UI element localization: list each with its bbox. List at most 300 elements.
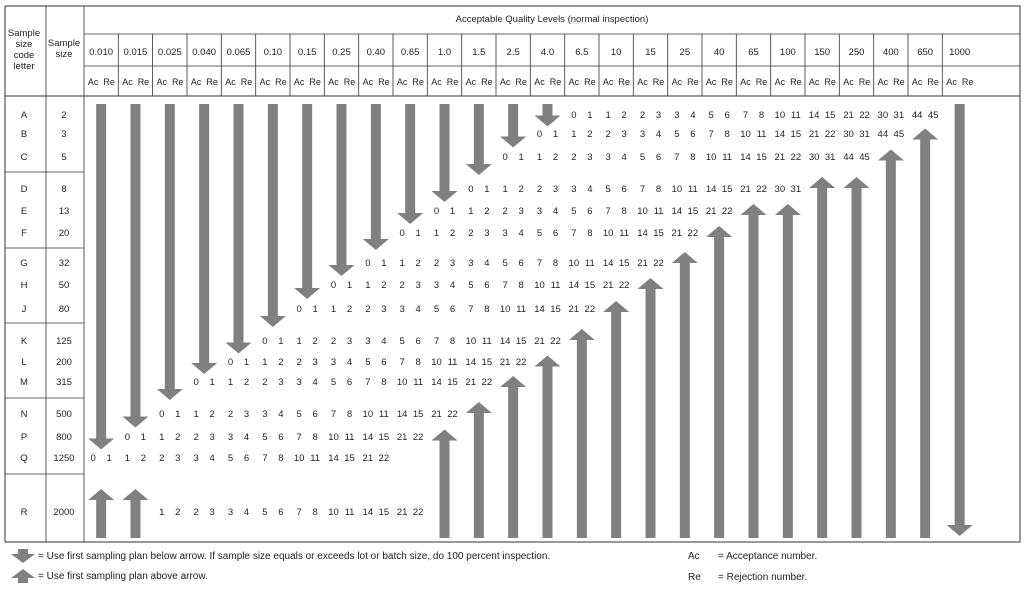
- ac-value: 7: [330, 409, 337, 420]
- ac-value: 7: [742, 110, 749, 121]
- re-value: 11: [516, 304, 527, 315]
- ac-value: 5: [674, 129, 680, 140]
- ac-value: 21: [499, 357, 511, 368]
- re-value: 4: [690, 110, 696, 121]
- re-value: 4: [312, 377, 318, 388]
- re-value: 22: [515, 357, 527, 368]
- legend-re-label: Re: [688, 572, 701, 583]
- ac-value: 5: [639, 152, 646, 163]
- re-value: 4: [209, 453, 215, 464]
- aql-level-label: 6.5: [575, 47, 589, 58]
- re-value: 8: [415, 357, 421, 368]
- down-arrow: [397, 104, 423, 224]
- re-value: 31: [790, 184, 802, 195]
- ac-value: 7: [262, 453, 268, 464]
- ac-value: 21: [396, 432, 408, 443]
- re-header: Re: [618, 77, 630, 87]
- re-value: 22: [412, 432, 424, 443]
- re-value: 1: [312, 304, 318, 315]
- ac-value: 14: [362, 432, 374, 443]
- ac-value: 10: [328, 507, 339, 518]
- re-value: 3: [209, 432, 215, 443]
- re-header: Re: [378, 77, 390, 87]
- down-arrow: [260, 104, 286, 327]
- re-value: 1: [346, 280, 353, 291]
- re-value: 2: [621, 110, 627, 121]
- re-value: 8: [690, 152, 696, 163]
- re-header: Re: [103, 77, 115, 87]
- re-value: 22: [756, 184, 767, 195]
- re-value: 15: [584, 280, 596, 291]
- aql-title: Acceptable Quality Levels (normal inspection): [455, 14, 649, 25]
- ac-value: 2: [433, 258, 440, 269]
- re-value: 1: [209, 377, 215, 388]
- ac-value: 21: [808, 129, 820, 140]
- ac-value: 0: [90, 453, 96, 464]
- down-arrow: [500, 104, 526, 148]
- re-value: 8: [278, 453, 284, 464]
- ac-value: 5: [296, 409, 302, 420]
- code-letter: N: [20, 409, 28, 420]
- ac-value: 0: [159, 409, 165, 420]
- ac-value: 3: [365, 336, 371, 347]
- ac-value: 3: [468, 258, 474, 269]
- ac-value: 7: [399, 357, 405, 368]
- sample-size: 80: [58, 304, 70, 315]
- sample-size: 200: [56, 357, 72, 368]
- ac-value: 0: [227, 357, 234, 368]
- ac-value: 3: [571, 184, 577, 195]
- ac-header: Ac: [156, 77, 168, 87]
- re-value: 31: [859, 129, 870, 140]
- re-value: 1: [484, 184, 490, 195]
- code-letter: F: [21, 228, 27, 239]
- re-value: 11: [619, 228, 630, 239]
- re-value: 6: [381, 357, 387, 368]
- aql-level-label: 250: [848, 47, 865, 58]
- ac-value: 2: [399, 280, 405, 291]
- re-value: 15: [687, 206, 699, 217]
- ac-header: Ac: [499, 77, 511, 87]
- aql-level-label: 100: [779, 47, 796, 58]
- ac-value: 0: [262, 336, 268, 347]
- ac-value: 0: [536, 129, 543, 140]
- ac-value: 1: [605, 110, 611, 121]
- down-arrow: [363, 104, 389, 250]
- ac-value: 5: [399, 336, 405, 347]
- re-value: 3: [312, 357, 318, 368]
- re-header: Re: [172, 77, 184, 87]
- re-value: 4: [346, 357, 353, 368]
- ac-value: 14: [362, 507, 374, 518]
- re-value: 4: [243, 507, 250, 518]
- aql-level-label: 0.65: [400, 47, 420, 58]
- aql-level-label: 0.025: [157, 47, 182, 58]
- re-header: Re: [309, 77, 321, 87]
- down-arrow: [466, 104, 492, 175]
- re-value: 3: [278, 377, 284, 388]
- ac-value: 30: [808, 152, 820, 163]
- ac-value: 3: [227, 432, 234, 443]
- down-arrow: [294, 104, 320, 299]
- re-value: 6: [655, 152, 662, 163]
- ac-header: Ac: [87, 77, 99, 87]
- ac-header: Ac: [671, 77, 683, 87]
- ac-value: 5: [468, 280, 474, 291]
- re-value: 6: [621, 184, 627, 195]
- ac-value: 3: [227, 507, 234, 518]
- re-value: 6: [690, 129, 696, 140]
- ac-value: 7: [468, 304, 474, 315]
- code-letter: M: [20, 377, 28, 388]
- ac-value: 2: [502, 206, 508, 217]
- re-value: 45: [893, 129, 905, 140]
- ac-value: 21: [602, 280, 614, 291]
- re-value: 2: [175, 432, 181, 443]
- legend-re-text: = Rejection number.: [718, 572, 808, 583]
- re-value: 22: [824, 129, 836, 140]
- ac-value: 14: [774, 129, 786, 140]
- ac-value: 10: [362, 409, 374, 420]
- code-letter: L: [21, 357, 27, 368]
- re-value: 2: [415, 258, 421, 269]
- re-value: 22: [378, 453, 390, 464]
- re-value: 2: [381, 280, 387, 291]
- re-value: 15: [378, 432, 390, 443]
- re-header: Re: [240, 77, 253, 87]
- ac-value: 7: [571, 228, 577, 239]
- re-value: 3: [518, 206, 524, 217]
- up-arrow: [775, 204, 801, 538]
- re-value: 2: [587, 129, 593, 140]
- re-value: 3: [621, 129, 627, 140]
- re-value: 8: [552, 258, 559, 269]
- re-header: Re: [343, 77, 356, 87]
- ac-value: 10: [431, 357, 442, 368]
- re-value: 22: [481, 377, 493, 388]
- re-value: 22: [618, 280, 630, 291]
- re-value: 6: [415, 336, 421, 347]
- ac-value: 10: [534, 280, 545, 291]
- legend-up-text: = Use first sampling plan above arrow.: [38, 571, 208, 582]
- re-header: Re: [790, 77, 802, 87]
- re-header: Re: [687, 77, 699, 87]
- re-value: 8: [449, 336, 456, 347]
- up-arrow: [466, 402, 492, 538]
- re-value: 11: [310, 453, 321, 464]
- aql-level-label: 0.15: [297, 47, 317, 58]
- ac-value: 5: [536, 228, 543, 239]
- re-value: 11: [550, 280, 561, 291]
- ac-value: 30: [774, 184, 786, 195]
- re-value: 3: [346, 336, 353, 347]
- re-value: 8: [484, 304, 490, 315]
- re-value: 4: [518, 228, 524, 239]
- re-value: 15: [824, 110, 836, 121]
- up-arrow: [122, 489, 148, 538]
- sample-size: 20: [58, 228, 70, 239]
- legend-ac: [688, 551, 818, 562]
- ac-value: 21: [671, 228, 683, 239]
- re-value: 1: [106, 453, 112, 464]
- down-arrow: [947, 104, 973, 536]
- re-value: 15: [378, 507, 390, 518]
- ac-value: 7: [536, 258, 543, 269]
- ac-value: 2: [639, 110, 646, 121]
- ac-value: 14: [431, 377, 442, 388]
- re-header: Re: [412, 77, 424, 87]
- re-value: 15: [481, 357, 493, 368]
- ac-value: 21: [362, 453, 374, 464]
- ac-value: 7: [296, 432, 302, 443]
- aql-level-label: 150: [814, 47, 831, 58]
- up-arrow: [88, 489, 114, 538]
- ac-value: 3: [433, 280, 440, 291]
- ac-value: 2: [468, 228, 474, 239]
- re-header: Re: [652, 77, 665, 87]
- ac-value: 3: [262, 409, 268, 420]
- up-arrow: [672, 252, 698, 538]
- down-arrow-icon: [10, 548, 36, 564]
- ac-value: 10: [671, 184, 683, 195]
- re-value: 22: [790, 152, 802, 163]
- re-value: 3: [484, 228, 490, 239]
- up-arrow: [569, 329, 595, 538]
- ac-value: 14: [465, 357, 477, 368]
- re-header: Re: [961, 77, 974, 87]
- code-letter-header: letter: [13, 61, 35, 72]
- sample-size: 13: [58, 206, 70, 217]
- ac-value: 2: [330, 336, 337, 347]
- sample-size: 5: [61, 152, 67, 163]
- ac-header: Ac: [568, 77, 580, 87]
- re-header: Re: [137, 77, 150, 87]
- re-value: 1: [140, 432, 147, 443]
- ac-value: 5: [262, 507, 268, 518]
- ac-value: 44: [877, 129, 889, 140]
- code-letter: A: [20, 110, 28, 121]
- ac-value: 0: [330, 280, 337, 291]
- down-arrow: [226, 104, 252, 354]
- re-value: 2: [140, 453, 147, 464]
- ac-value: 21: [740, 184, 751, 195]
- ac-value: 14: [671, 206, 683, 217]
- up-arrow: [878, 150, 904, 539]
- re-value: 4: [278, 409, 284, 420]
- ac-value: 14: [808, 110, 820, 121]
- legend-down: [8, 550, 598, 568]
- ac-header: Ac: [602, 77, 614, 87]
- sample-size: 32: [58, 258, 70, 269]
- ac-value: 1: [571, 129, 577, 140]
- re-value: 8: [381, 377, 387, 388]
- re-value: 3: [209, 507, 215, 518]
- ac-value: 14: [602, 258, 614, 269]
- re-value: 15: [756, 152, 767, 163]
- ac-value: 21: [568, 304, 580, 315]
- re-value: 11: [653, 206, 664, 217]
- sample-size-header: Sample: [47, 38, 81, 49]
- aql-level-label: 10: [610, 47, 622, 58]
- ac-value: 7: [674, 152, 680, 163]
- ac-value: 5: [262, 432, 268, 443]
- re-value: 4: [587, 184, 593, 195]
- re-value: 2: [484, 206, 490, 217]
- ac-value: 0: [296, 304, 302, 315]
- ac-header: Ac: [843, 77, 854, 87]
- re-value: 1: [175, 409, 181, 420]
- re-value: 6: [518, 258, 524, 269]
- legend-ac-label: Ac: [688, 551, 700, 562]
- aql-level-label: 0.040: [192, 47, 217, 58]
- ac-value: 7: [502, 280, 508, 291]
- ac-value: 3: [536, 206, 543, 217]
- ac-value: 1: [193, 409, 199, 420]
- ac-value: 21: [705, 206, 717, 217]
- ac-value: 0: [502, 152, 508, 163]
- re-value: 8: [312, 432, 318, 443]
- aql-level-label: 0.10: [263, 47, 283, 58]
- ac-value: 14: [637, 228, 648, 239]
- re-value: 6: [587, 206, 593, 217]
- ac-header: Ac: [705, 77, 717, 87]
- up-arrow: [603, 301, 629, 538]
- ac-value: 21: [431, 409, 442, 420]
- ac-value: 14: [328, 453, 339, 464]
- up-arrow: [741, 204, 767, 538]
- re-value: 2: [243, 377, 250, 388]
- ac-header: Ac: [637, 77, 648, 87]
- ac-header: Ac: [911, 77, 923, 87]
- re-value: 2: [518, 184, 524, 195]
- ac-value: 30: [877, 110, 889, 121]
- ac-header: Ac: [774, 77, 786, 87]
- re-value: 15: [515, 336, 527, 347]
- re-value: 3: [415, 280, 421, 291]
- ac-value: 14: [499, 336, 511, 347]
- ac-value: 2: [571, 152, 577, 163]
- re-value: 15: [550, 304, 561, 315]
- re-value: 1: [415, 228, 421, 239]
- ac-value: 1: [159, 507, 165, 518]
- sample-size: 800: [56, 432, 72, 443]
- ac-value: 1: [365, 280, 371, 291]
- ac-value: 1: [330, 304, 337, 315]
- code-letter: Q: [20, 453, 28, 464]
- re-value: 1: [518, 152, 524, 163]
- ac-value: 3: [330, 357, 337, 368]
- re-value: 2: [175, 507, 181, 518]
- down-arrow: [329, 104, 355, 276]
- ac-value: 2: [365, 304, 371, 315]
- re-value: 11: [344, 507, 355, 518]
- code-letter-header: Sample: [7, 28, 41, 39]
- up-arrow-icon: [10, 568, 36, 584]
- aql-level-label: 1.0: [437, 47, 452, 58]
- legend-up: [8, 570, 308, 588]
- re-value: 15: [790, 129, 802, 140]
- re-value: 3: [552, 184, 559, 195]
- re-value: 2: [209, 409, 215, 420]
- aql-level-label: 0.010: [89, 47, 114, 58]
- code-letter: K: [20, 336, 28, 347]
- legend-down-text: = Use first sampling plan below arrow. If sample size equals or exceeds lot or batch size, do 100 percent inspection.: [38, 551, 551, 562]
- code-letter: D: [20, 184, 28, 195]
- ac-value: 3: [674, 110, 680, 121]
- aql-level-label: 15: [645, 47, 656, 58]
- ac-value: 5: [227, 453, 234, 464]
- down-arrow: [191, 104, 217, 374]
- re-value: 31: [824, 152, 836, 163]
- ac-value: 10: [293, 453, 305, 464]
- up-arrow: [638, 278, 664, 538]
- ac-value: 1: [468, 206, 474, 217]
- re-value: 15: [653, 228, 664, 239]
- ac-header: Ac: [534, 77, 545, 87]
- re-value: 11: [344, 432, 355, 443]
- re-value: 11: [378, 409, 389, 420]
- ac-value: 21: [637, 258, 648, 269]
- aql-level-label: 2.5: [506, 47, 520, 58]
- up-arrow: [844, 177, 870, 538]
- re-header: Re: [858, 77, 871, 87]
- ac-value: 5: [433, 304, 440, 315]
- re-header: Re: [446, 77, 459, 87]
- re-value: 8: [518, 280, 524, 291]
- code-letter: G: [20, 258, 28, 269]
- sample-size: 125: [56, 336, 72, 347]
- up-arrow: [809, 177, 835, 538]
- re-value: 8: [621, 206, 627, 217]
- ac-value: 5: [365, 357, 371, 368]
- up-arrow: [432, 430, 458, 539]
- ac-value: 3: [502, 228, 508, 239]
- re-header: Re: [721, 77, 733, 87]
- code-letter: R: [20, 507, 28, 518]
- ac-value: 2: [262, 377, 268, 388]
- ac-value: 0: [433, 206, 440, 217]
- ac-value: 3: [605, 152, 611, 163]
- ac-value: 1: [124, 453, 131, 464]
- sample-size: 315: [56, 377, 72, 388]
- re-value: 6: [724, 110, 730, 121]
- re-value: 31: [893, 110, 905, 121]
- down-arrow: [157, 104, 183, 400]
- re-value: 1: [243, 357, 250, 368]
- ac-value: 10: [637, 206, 648, 217]
- re-value: 11: [756, 129, 767, 140]
- ac-value: 1: [433, 228, 440, 239]
- ac-value: 0: [193, 377, 199, 388]
- down-arrow: [122, 104, 148, 428]
- re-value: 3: [381, 304, 387, 315]
- ac-value: 3: [193, 453, 199, 464]
- ac-value: 2: [227, 409, 234, 420]
- ac-value: 10: [396, 377, 408, 388]
- re-header: Re: [275, 77, 287, 87]
- sample-size: 1250: [53, 453, 75, 464]
- ac-header: Ac: [122, 77, 133, 87]
- ac-value: 5: [708, 110, 714, 121]
- re-value: 22: [550, 336, 561, 347]
- re-value: 4: [552, 206, 559, 217]
- re-value: 4: [415, 304, 421, 315]
- code-letter: C: [20, 152, 28, 163]
- aql-level-label: 0.065: [226, 47, 251, 58]
- ac-value: 2: [296, 357, 302, 368]
- sample-size: 50: [58, 280, 70, 291]
- re-value: 22: [859, 110, 870, 121]
